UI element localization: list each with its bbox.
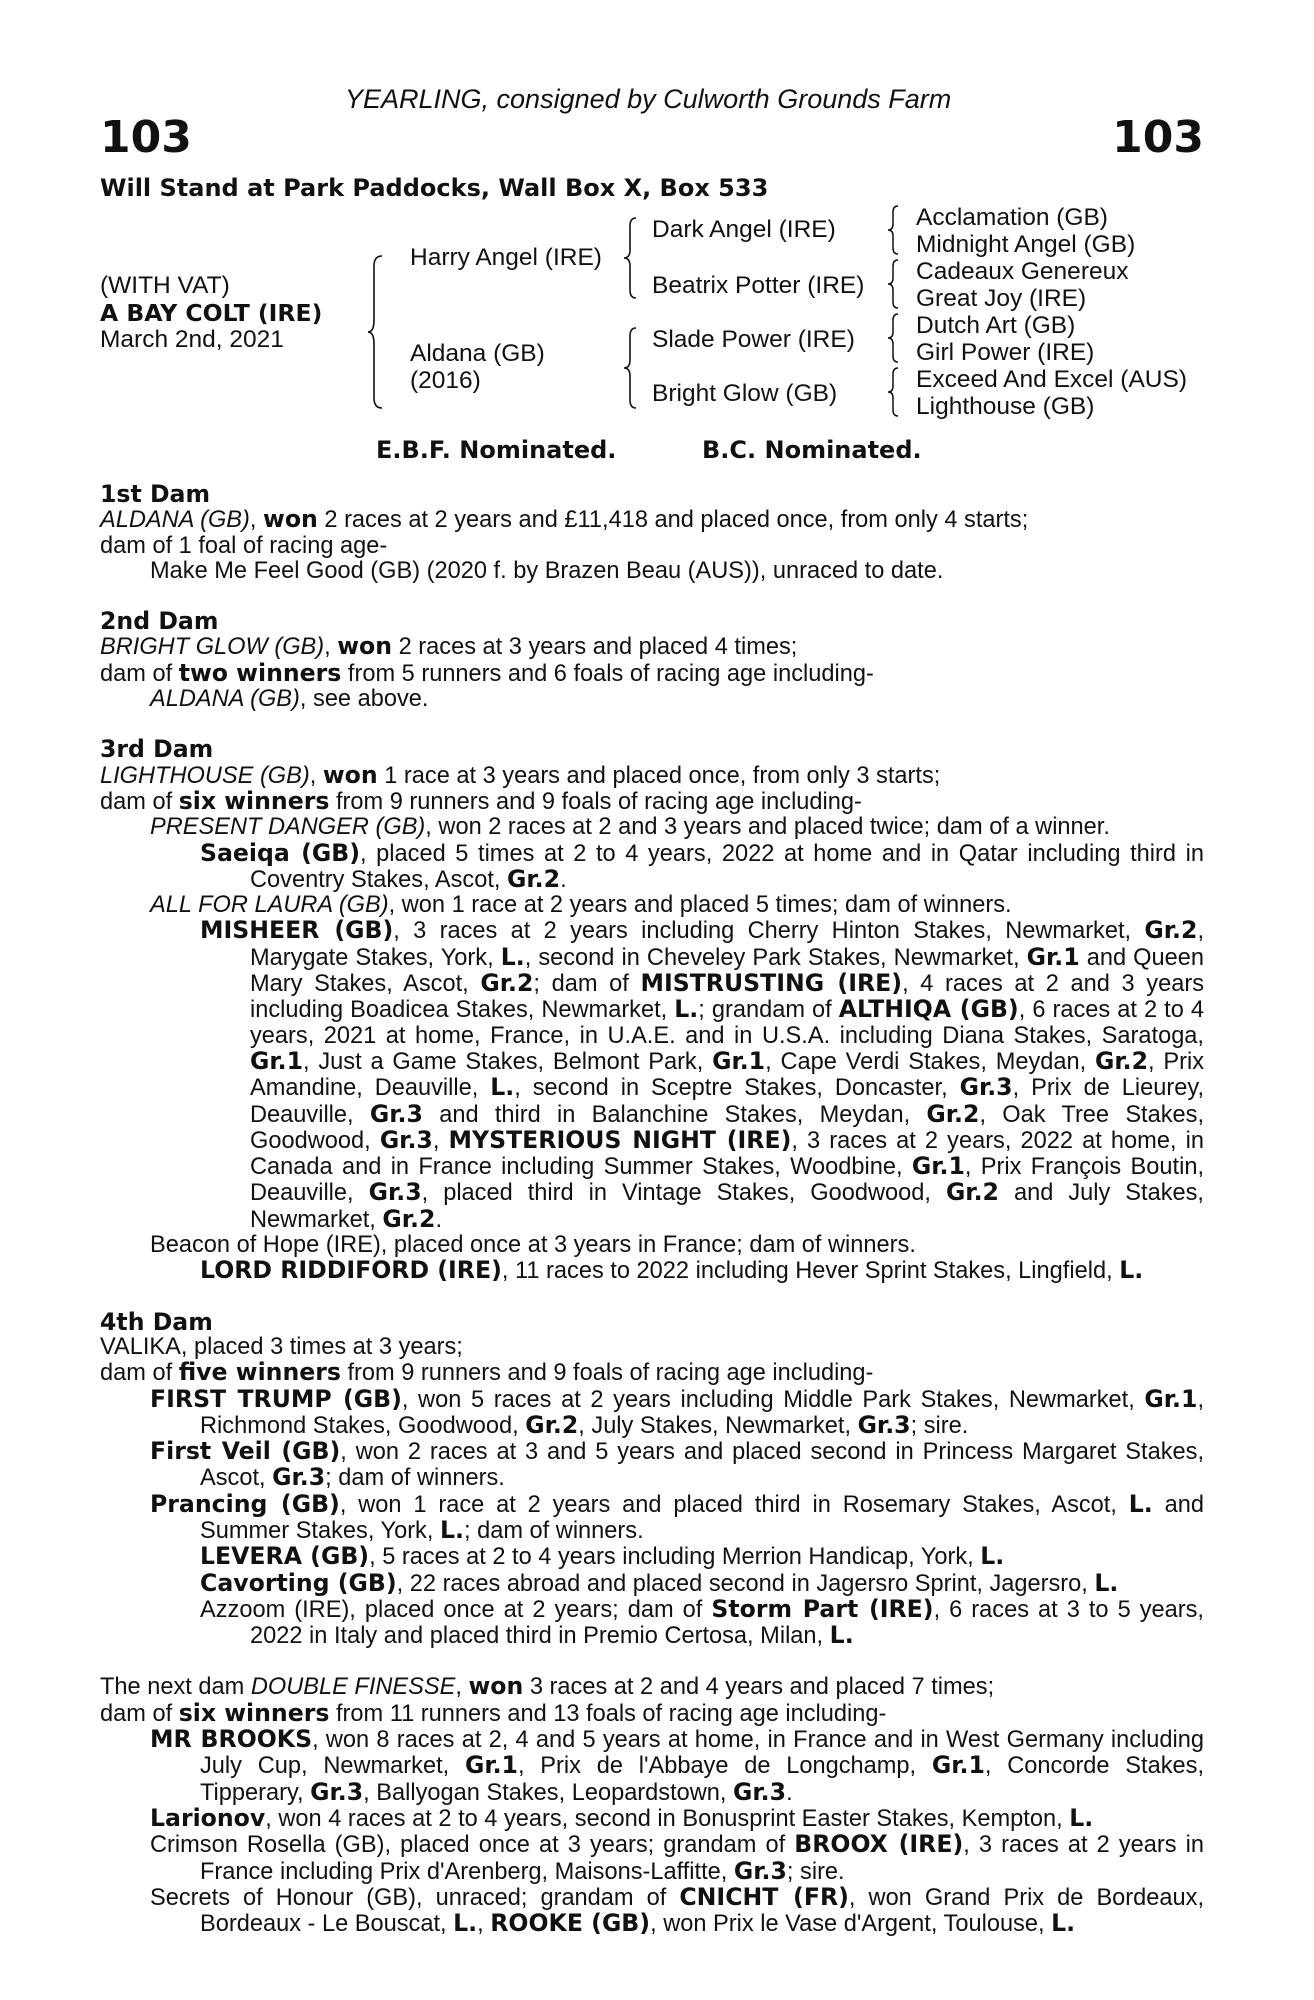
- third-dam-grandfoal-1: Saeiqa (GB), placed 5 times at 2 to 4 years, 2022 at home and in Qatar including third in Coventry Stakes, Ascot, Gr.2.: [200, 838, 1204, 893]
- horse-name: A BAY COLT (IRE): [100, 299, 323, 327]
- second-dam-record: BRIGHT GLOW (GB), won 2 races at 3 years and placed 4 times;: [100, 632, 798, 661]
- third-dam-record: LIGHTHOUSE (GB), won 1 race at 3 years and placed once, from only 3 starts;: [100, 760, 941, 789]
- first-dam-foal: Make Me Feel Good (GB) (2020 f. by Brazen Beau (AUS)), unraced to date.: [150, 557, 944, 584]
- bc-nomination: B.C. Nominated.: [702, 436, 922, 464]
- third-dam-produce: dam of six winners from 9 runners and 9 foals of racing age including-: [100, 786, 862, 815]
- granddam-5: Dutch Art (GB): [916, 312, 1076, 339]
- consignment-line: YEARLING, consigned by Culworth Grounds Farm: [345, 84, 952, 114]
- fourth-dam-produce: dam of five winners from 9 runners and 9 foals of racing age including-: [100, 1358, 874, 1387]
- granddam-2: Midnight Angel (GB): [916, 231, 1136, 258]
- fourth-dam-foal-3: Prancing (GB), won 1 race at 2 years and placed third in Rosemary Stakes, Ascot, L. and Summer Stakes, York, L.; dam of winners.: [150, 1489, 1204, 1544]
- granddam-3: Cadeaux Genereux: [916, 258, 1129, 285]
- g-brace-4: [886, 366, 902, 418]
- main-brace: [366, 254, 386, 410]
- granddam-1: Acclamation (GB): [916, 204, 1108, 231]
- lot-number-left: 103: [100, 112, 192, 163]
- next-dam-foal-1: MR BROOKS, won 8 races at 2, 4 and 5 years at home, in France and in West Germany including July Cup, Newmarket, Gr.1, Prix de l'Abbaye de Longchamp, Gr.1, Concorde Stakes, Tipperary, Gr.3, Ballyogan Stakes, Leopardstown, Gr.3.: [150, 1725, 1205, 1806]
- ebf-nomination: E.B.F. Nominated.: [376, 436, 617, 464]
- granddam-4: Great Joy (IRE): [916, 285, 1087, 312]
- granddam-8: Lighthouse (GB): [916, 393, 1095, 420]
- third-dam-foal-2: ALL FOR LAURA (GB), won 1 race at 2 years and placed 5 times; dam of winners.: [150, 892, 1012, 919]
- second-dam-heading: 2nd Dam: [100, 607, 219, 636]
- third-dam-grandfoal-2: MISHEER (GB), 3 races at 2 years including Cherry Hinton Stakes, Newmarket, Gr.2, Marygate Stakes, York, L., second in Cheveley Park Stakes, Newmarket, Gr.1 and Queen Mary Stakes, Ascot, Gr.2; dam of MISTRUSTING (IRE), 4 races at 2 and 3 years including Boadicea Stakes, Newmarket, L.; grandam of ALTHIQA (GB), 6 races at 2 to 4 years, 2021 at home, France, in U.A.E. and in U.S.A. including Diana Stakes, Saratoga, Gr.1, Just a Game Stakes, Belmont Park, Gr.1, Cape Verdi Stakes, Meydan, Gr.2, Prix Amandine, Deauville, L., second in Sceptre Stakes, Doncaster, Gr.3, Prix de Lieurey, Deauville, Gr.3 and third in Balanchine Stakes, Meydan, Gr.2, Oak Tree Stakes, Goodwood, Gr.3, MYSTERIOUS NIGHT (IRE), 3 races at 2 years, 2022 at home, in Canada and in France including Summer Stakes, Woodbine, Gr.1, Prix François Boutin, Deauville, Gr.3, placed third in Vintage Stakes, Goodwood, Gr.2 and July Stakes, Newmarket, Gr.2.: [200, 916, 1205, 1233]
- fourth-dam-foal-1: FIRST TRUMP (GB), won 5 races at 2 years including Middle Park Stakes, Newmarket, Gr.1, Richmond Stakes, Goodwood, Gr.2, July Stakes, Newmarket, Gr.3; sire.: [150, 1384, 1204, 1439]
- first-dam-record: ALDANA (GB), won 2 races at 2 years and £11,418 and placed once, from only 4 starts;: [100, 505, 1029, 534]
- fourth-dam-record: VALIKA, placed 3 times at 3 years;: [100, 1333, 463, 1360]
- first-dam-heading: 1st Dam: [100, 480, 211, 508]
- fourth-dam-grandfoal-2: Cavorting (GB), 22 races abroad and placed second in Jagersro Sprint, Jagersro, L.: [200, 1568, 1119, 1597]
- lot-number-right: 103: [1112, 112, 1204, 163]
- g-brace-3: [886, 312, 902, 364]
- dam-dam: Bright Glow (GB): [652, 380, 838, 407]
- sire-brace: [622, 216, 642, 300]
- next-dam-record: The next dam DOUBLE FINESSE, won 3 races at 2 and 4 years and placed 7 times;: [100, 1672, 995, 1701]
- g-brace-2: [886, 258, 902, 310]
- vat-note: (WITH VAT): [100, 272, 230, 299]
- dam-sire: Slade Power (IRE): [652, 326, 855, 353]
- fourth-dam-grandfoal-1: LEVERA (GB), 5 races at 2 to 4 years including Merrion Handicap, York, L.: [200, 1542, 1005, 1571]
- fourth-dam-foal-2: First Veil (GB), won 2 races at 3 and 5 years and placed second in Princess Margaret Stakes, Ascot, Gr.3; dam of winners.: [150, 1437, 1204, 1492]
- third-dam-grandfoal-3: LORD RIDDIFORD (IRE), 11 races to 2022 including Hever Sprint Stakes, Lingfield, L.: [200, 1256, 1144, 1285]
- next-dam-foal-3: Crimson Rosella (GB), placed once at 3 years; grandam of BROOX (IRE), 3 races at 2 years in France including Prix d'Arenberg, Maisons-Laffitte, Gr.3; sire.: [150, 1830, 1204, 1885]
- sire-dam: Beatrix Potter (IRE): [652, 272, 865, 299]
- g-brace-1: [886, 204, 902, 256]
- first-dam-produce: dam of 1 foal of racing age-: [100, 532, 388, 559]
- granddam-7: Exceed And Excel (AUS): [916, 366, 1187, 393]
- dam-year: (2016): [410, 367, 481, 394]
- third-dam-heading: 3rd Dam: [100, 735, 214, 764]
- next-dam-produce: dam of six winners from 11 runners and 13 foals of racing age including-: [100, 1698, 887, 1727]
- third-dam-foal-3: Beacon of Hope (IRE), placed once at 3 years in France; dam of winners.: [150, 1232, 916, 1259]
- second-dam-foal: ALDANA (GB), see above.: [150, 686, 429, 713]
- catalogue-body: [100, 482, 1204, 1937]
- sire-sire: Dark Angel (IRE): [652, 216, 836, 243]
- sire: Harry Angel (IRE): [410, 244, 602, 271]
- third-dam-foal-1: PRESENT DANGER (GB), won 2 races at 2 and 3 years and placed twice; dam of a winner.: [150, 814, 1110, 841]
- dam: Aldana (GB): [410, 340, 545, 367]
- stand-location: Will Stand at Park Paddocks, Wall Box X, Box 533: [100, 174, 769, 202]
- dam-brace: [622, 326, 642, 410]
- fourth-dam-grandfoal-3: Azzoom (IRE), placed once at 2 years; dam of Storm Part (IRE), 6 races at 3 to 5 years, 2022 in Italy and placed third in Premio Certosa, Milan, L.: [200, 1594, 1204, 1650]
- granddam-6: Girl Power (IRE): [916, 339, 1095, 366]
- foaling-date: March 2nd, 2021: [100, 326, 284, 353]
- fourth-dam-heading: 4th Dam: [100, 1307, 213, 1336]
- second-dam-produce: dam of two winners from 5 runners and 6 foals of racing age including-: [100, 658, 874, 687]
- next-dam-foal-2: Larionov, won 4 races at 2 to 4 years, second in Bonusprint Easter Stakes, Kempton, L.: [150, 1803, 1094, 1832]
- next-dam-foal-4: Secrets of Honour (GB), unraced; grandam of CNICHT (FR), won Grand Prix de Bordeaux, Bordeaux - Le Bouscat, L., ROOKE (GB), won Prix le Vase d'Argent, Toulouse, L.: [150, 1882, 1205, 1938]
